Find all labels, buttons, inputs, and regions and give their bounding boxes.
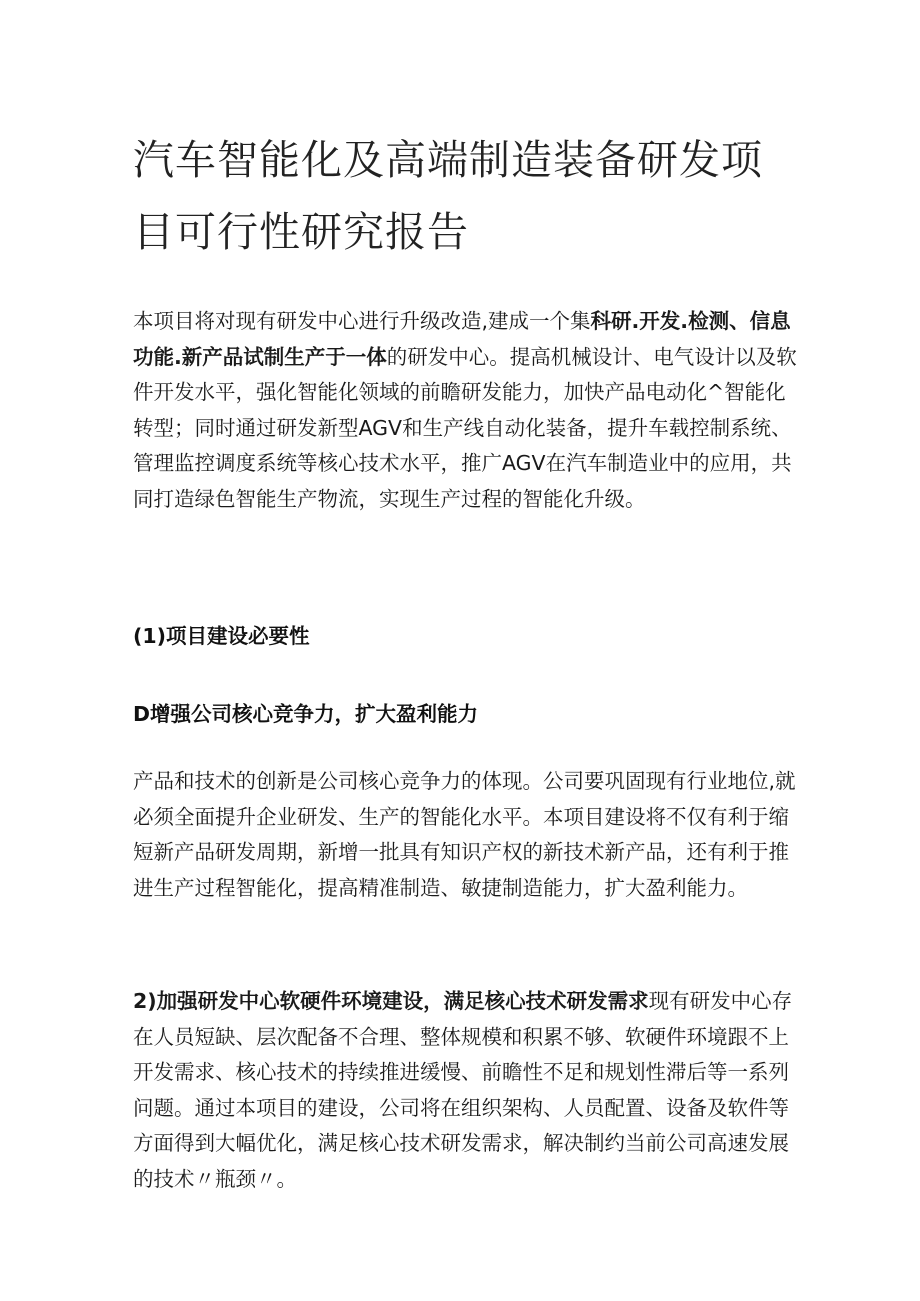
rd-environment-heading: 2)加强研发中心软硬件环境建设，满足核心技术研发需求	[133, 989, 649, 1013]
intro-bold-text: 科研.开发.检测、信息功能.新产品试制生产于一体	[133, 309, 791, 369]
document-title: 汽车智能化及高端制造装备研发项目可行性研究报告	[133, 136, 763, 256]
competitiveness-paragraph: 产品和技术的创新是公司核心竞争力的体现。公司要巩固现有行业地位,就必须全面提升企业研发、生产的智能化水平。本项目建设将不仅有利于缩短新产品研发周期，新增一批具有知识产权的新技术新产品，还有利于推进生产过程智能化，提高精准制造、敏捷制造能力，扩大盈利能力。	[133, 769, 796, 900]
intro-lead-text: 本项目将对现有研发中心进行升级改造,建成一个集	[133, 309, 591, 333]
subsection-heading-competitiveness: D增强公司核心竞争力，扩大盈利能力	[133, 702, 479, 726]
rd-environment-body: 现有研发中心存在人员短缺、层次配备不合理、整体规模和积累不够、软硬件环境跟不上开发需求、核心技术的持续推进缓慢、前瞻性不足和规划性滞后等一系列问题。通过本项目的建设，公司将在组织架构、人员配置、设备及软件等方面得到大幅优化，满足核心技术研发需求，解决制约当前公司高速发展的技术〃瓶颈〃。	[133, 989, 793, 1191]
rd-environment-paragraph	[133, 984, 798, 1197]
intro-paragraph	[133, 304, 798, 517]
section-heading-necessity: (1)项目建设必要性	[133, 624, 310, 648]
intro-rest-text: 的研发中心。提高机械设计、电气设计以及软件开发水平，强化智能化领域的前瞻研发能力，加快产品电动化^智能化转型；同时通过研发新型AGV和生产线自动化装备，提升车载控制系统、管理监控调度系统等核心技术水平，推广AGV在汽车制造业中的应用，共同打造绿色智能生产物流，实现生产过程的智能化升级。	[133, 344, 797, 511]
